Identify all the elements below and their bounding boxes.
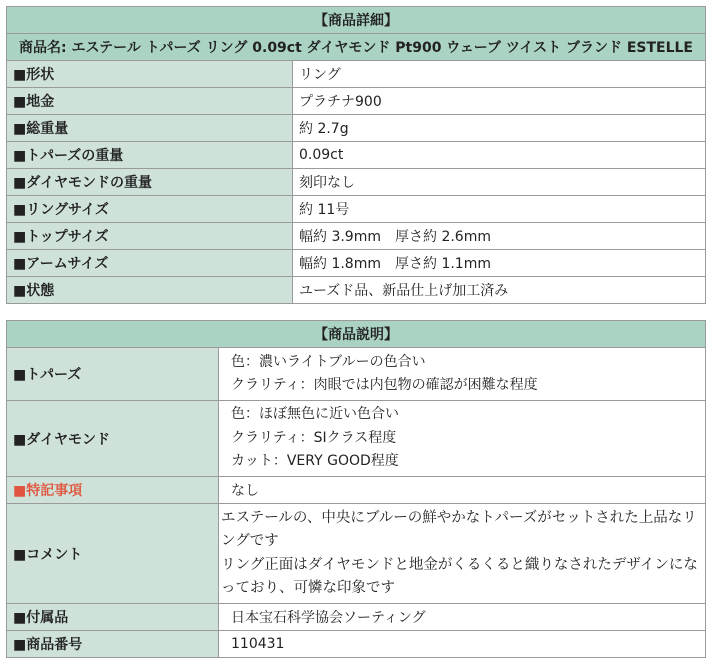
table-row <box>7 348 706 401</box>
row-label: ■形状 <box>7 61 293 88</box>
product-title: 商品名: エステール トパーズ リング 0.09ct ダイヤモンド Pt900 ウェーブ ツイスト ブランド ESTELLE <box>7 34 706 61</box>
table-row <box>7 504 706 604</box>
table-row <box>7 277 706 304</box>
row-value: 刻印なし <box>293 169 706 196</box>
item-number-label: ■商品番号 <box>7 631 219 658</box>
accessories-value: 日本宝石科学協会ソーティング <box>219 604 706 631</box>
item-number-value: 110431 <box>219 631 706 658</box>
table-row <box>7 115 706 142</box>
special-notes-label: ■特記事項 <box>7 477 219 504</box>
comment-label: ■コメント <box>7 504 219 604</box>
diamond-details <box>219 401 706 477</box>
table-row <box>7 169 706 196</box>
description-header: 【商品説明】 <box>7 321 706 348</box>
row-value: 幅約 1.8mm 厚さ約 1.1mm <box>293 250 706 277</box>
row-label: ■状態 <box>7 277 293 304</box>
table-row <box>7 88 706 115</box>
topaz-details <box>219 348 706 401</box>
diamond-clarity: クラリティ：SIクラス程度 <box>231 429 397 446</box>
row-value: 約 2.7g <box>293 115 706 142</box>
product-description-table <box>6 320 706 658</box>
table-row <box>7 401 706 477</box>
row-value: プラチナ900 <box>293 88 706 115</box>
table-row <box>7 196 706 223</box>
table-row <box>7 477 706 504</box>
diamond-cut: カット：VERY GOOD程度 <box>231 453 399 470</box>
topaz-clarity: クラリティ：肉眼では内包物の確認が困難な程度 <box>231 377 538 393</box>
row-label: ■リングサイズ <box>7 196 293 223</box>
diamond-color: 色：ほぼ無色に近い色合い <box>231 406 399 423</box>
row-value: 0.09ct <box>293 142 706 169</box>
row-value: 幅約 3.9mm 厚さ約 2.6mm <box>293 223 706 250</box>
row-label: ■地金 <box>7 88 293 115</box>
row-label: ■アームサイズ <box>7 250 293 277</box>
diamond-label: ■ダイヤモンド <box>7 401 219 477</box>
comment-text: エステールの、中央にブルーの鮮やかなトパーズがセットされた上品なリングです リング正面はダイヤモンドと地金がくるくると織りなされたデザインになっており、可憐な印象です <box>219 504 706 604</box>
accessories-label: ■付属品 <box>7 604 219 631</box>
topaz-label: ■トパーズ <box>7 348 219 401</box>
table-row <box>7 604 706 631</box>
special-notes-value: なし <box>219 477 706 504</box>
details-header: 【商品詳細】 <box>7 7 706 34</box>
table-row <box>7 250 706 277</box>
row-value: ユーズド品、新品仕上げ加工済み <box>293 277 706 304</box>
table-row <box>7 61 706 88</box>
row-label: ■トップサイズ <box>7 223 293 250</box>
row-value: リング <box>293 61 706 88</box>
row-value: 約 11号 <box>293 196 706 223</box>
table-row <box>7 142 706 169</box>
table-row <box>7 223 706 250</box>
table-row <box>7 631 706 658</box>
row-label: ■ダイヤモンドの重量 <box>7 169 293 196</box>
product-details-table <box>6 6 706 304</box>
row-label: ■トパーズの重量 <box>7 142 293 169</box>
row-label: ■総重量 <box>7 115 293 142</box>
topaz-color: 色：濃いライトブルーの色合い <box>231 353 426 370</box>
